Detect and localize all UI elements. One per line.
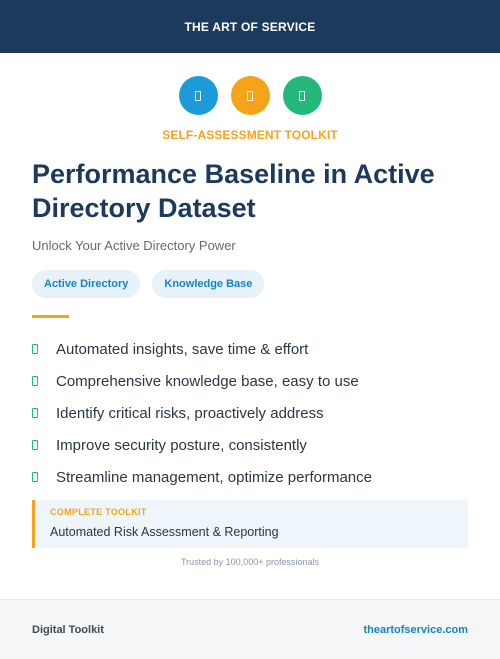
footer-label: Digital Toolkit	[32, 623, 104, 636]
blue-badge-icon	[179, 76, 218, 115]
check-icon	[32, 344, 38, 354]
list-item	[32, 365, 472, 397]
tag-active-directory: Active Directory	[32, 270, 140, 298]
feature-text: Improve security posture, consistently	[56, 436, 307, 454]
check-icon	[32, 440, 38, 450]
tag-knowledge-base: Knowledge Base	[152, 270, 264, 298]
check-icon	[32, 376, 38, 386]
page-title: Performance Baseline in Active Directory Dataset	[32, 159, 435, 223]
feature-list	[32, 333, 472, 493]
brand-name: THE ART OF SERVICE	[184, 19, 316, 34]
feature-text: Identify critical risks, proactively address	[56, 404, 324, 422]
accent-divider	[32, 315, 69, 318]
callout-value: Automated Risk Assessment & Reporting	[50, 525, 279, 539]
trusted-note: Trusted by 100,000+ professionals	[180, 557, 319, 567]
list-item	[32, 429, 472, 461]
list-item	[32, 333, 472, 365]
check-icon	[32, 408, 38, 418]
feature-text: Streamline management, optimize performance	[56, 468, 372, 486]
page-subtitle: Unlock Your Active Directory Power	[32, 238, 236, 253]
toolkit-eyebrow: SELF-ASSESSMENT TOOLKIT	[162, 128, 338, 142]
orange-badge-icon	[231, 76, 270, 115]
list-item	[32, 461, 472, 493]
list-item	[32, 397, 472, 429]
footer	[0, 599, 500, 659]
callout-label: COMPLETE TOOLKIT	[50, 507, 147, 517]
top-banner	[0, 0, 500, 53]
tag-list	[32, 270, 264, 298]
toolkit-callout	[32, 500, 468, 548]
footer-website-link[interactable]: theartofservice.com	[363, 623, 468, 636]
green-badge-icon	[283, 76, 322, 115]
feature-text: Comprehensive knowledge base, easy to use	[56, 372, 359, 390]
feature-text: Automated insights, save time & effort	[56, 340, 309, 358]
check-icon	[32, 472, 38, 482]
icon-row	[0, 76, 500, 115]
